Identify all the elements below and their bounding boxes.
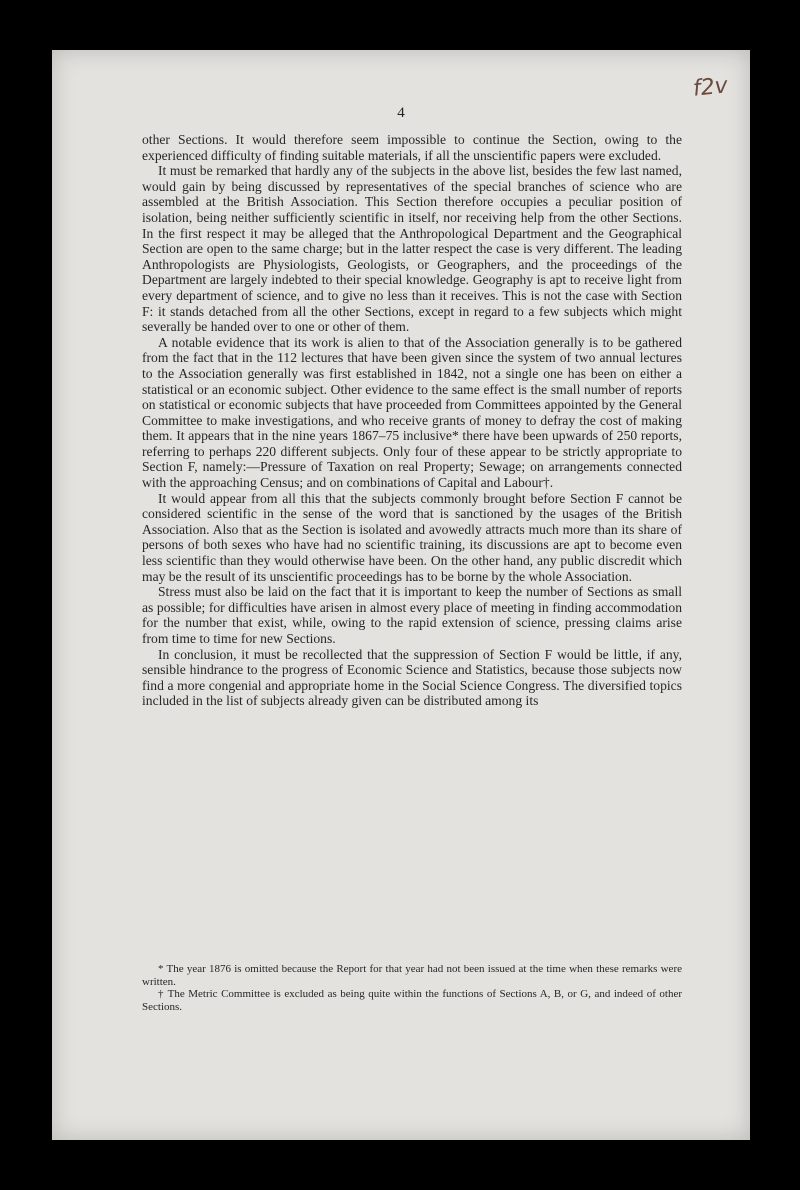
paragraph: A notable evidence that its work is alien to that of the Association generally is to be gathered from the fact that in the 112 lectures that have been given since the system of two annual lectures to the Association generally was first established in 1842, not a single one has been on either a statistical or an economic subject. Other evidence to the same effect is the small number of reports on statistical or economic subjects that have proceeded from Committees appointed by the General Committee to make investigations, and who receive grants of money to defray the cost of making them. It appears that in the nine years 1867–75 inclusive* there have been upwards of 250 reports, referring to perhaps 220 different subjects. Only four of these appear to be strictly appropriate to Section F, namely:—Pressure of Taxation on real Property; Sewage; on arrangements connected with the approaching Census; and on combinations of Capital and Labour†. [142,334,682,491]
paragraph: It would appear from all this that the subjects commonly brought before Section F cannot be considered scientific in the sense of the word that is sanctioned by the usages of the British Association. Also that as the Section is isolated and avowedly attracts much more than its share of persons of both sexes who have had no scientific training, its discussions are apt to become even less scientific than they would otherwise have been. On the other hand, any public discredit which may be the result of its unscientific proceedings has to be borne by the whole Association. [142,490,682,584]
paragraph: It must be remarked that hardly any of the subjects in the above list, besides the few last named, would gain by being discussed by representatives of the special branches of science who are assembled at the British Association. This Section therefore occupies a peculiar position of isolation, being neither sufficiently scientific in itself, nor receiving help from the other Sections. In the first respect it may be alleged that the Anthropological Department and the Geographical Section are open to the same charge; but in the latter respect the case is very different. The leading Anthropologists are Physiologists, Geologists, or Geographers, and the proceedings of the Department are largely indebted to their special knowledge. Geography is apt to receive light from every department of science, and to give no less than it receives. This is not the case with Section F: it stands detached from all the other Sections, except in regard to a few subjects which might severally be handed over to one or other of them. [142,163,682,335]
footnote: † The Metric Committee is excluded as being quite within the functions of Sections A, B, or G, and indeed of other Sections. [142,988,682,1013]
document-page [52,50,750,1140]
paragraph: Stress must also be laid on the fact that it is important to keep the number of Sections as small as possible; for difficulties have arisen in almost every place of meeting in finding accommodation for the number that exist, while, owing to the rapid extension of science, pressing claims arise from time to time for new Sections. [142,584,682,646]
body-text [142,132,682,709]
paragraph: In conclusion, it must be recollected that the suppression of Section F would be little, if any, sensible hindrance to the progress of Economic Science and Statistics, because those subjects now find a more congenial and appropriate home in the Social Science Congress. The diversified topics included in the list of subjects already given can be distributed among its [142,646,682,709]
handwritten-folio-annotation: f2v [692,73,730,102]
paragraph: other Sections. It would therefore seem impossible to continue the Section, owing to the experienced difficulty of finding suitable materials, if all the unscientific papers were excluded. [142,132,682,163]
footnote: * The year 1876 is omitted because the Report for that year had not been issued at the time when these remarks were written. [142,963,682,988]
page-number: 4 [397,105,405,121]
footnotes [142,963,682,1013]
